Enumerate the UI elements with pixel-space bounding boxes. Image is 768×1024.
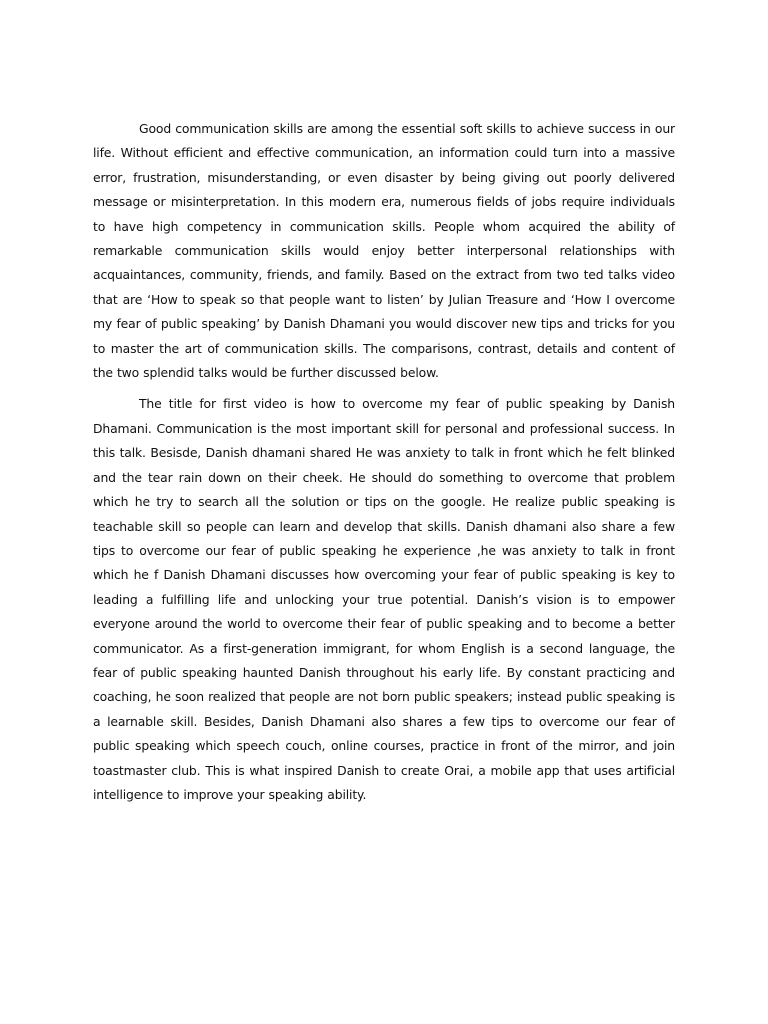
paragraph-2: The title for first video is how to overcome my fear of public speaking by Danish Dhamani. Communication is the most important skill for personal and professional success. In this talk. Besisde, Danish dhamani shared He was anxiety to talk in front which he felt blinked and the tear rain down on their cheek. He should do something to overcome that problem which he try to search all the solution or tips on the google. He realize public speaking is teachable skill so people can learn and develop that skills. Danish dhamani also share a few tips to overcome our fear of public speaking he experience ,he was anxiety to talk in front which he f Danish Dhamani discusses how overcoming your fear of public speaking is key to leading a fulfilling life and unlocking your true potential. Danish’s vision is to empower everyone around the world to overcome their fear of public speaking and to become a better communicator. As a first-generation immigrant, for whom English is a second language, the fear of public speaking haunted Danish throughout his early life. By constant practicing and coaching, he soon realized that people are not born public speakers; instead public speaking is a learnable skill. Besides, Danish Dhamani also shares a few tips to overcome our fear of public speaking which speech couch, online courses, practice in front of the mirror, and join toastmaster club. This is what inspired Danish to create Orai, a mobile app that uses artificial intelligence to improve your speaking ability. — [93, 396, 675, 802]
paragraph-1: Good communication skills are among the essential soft skills to achieve success in our life. Without efficient and effective communication, an information could turn into a massive error, frustration, misunderstanding, or even disaster by being giving out poorly delivered message or misinterpretation. In this modern era, numerous fields of jobs require individuals to have high competency in communication skills. People whom acquired the ability of remarkable communication skills would enjoy better interpersonal relationships with acquaintances, community, friends, and family. Based on the extract from two ted talks video that are ‘How to speak so that people want to listen’ by Julian Treasure and ‘How I overcome my fear of public speaking’ by Danish Dhamani you would discover new tips and tricks for you to master the art of communication skills. The comparisons, contrast, details and content of the two splendid talks would be further discussed below. — [93, 121, 675, 381]
essay-body — [93, 117, 675, 807]
